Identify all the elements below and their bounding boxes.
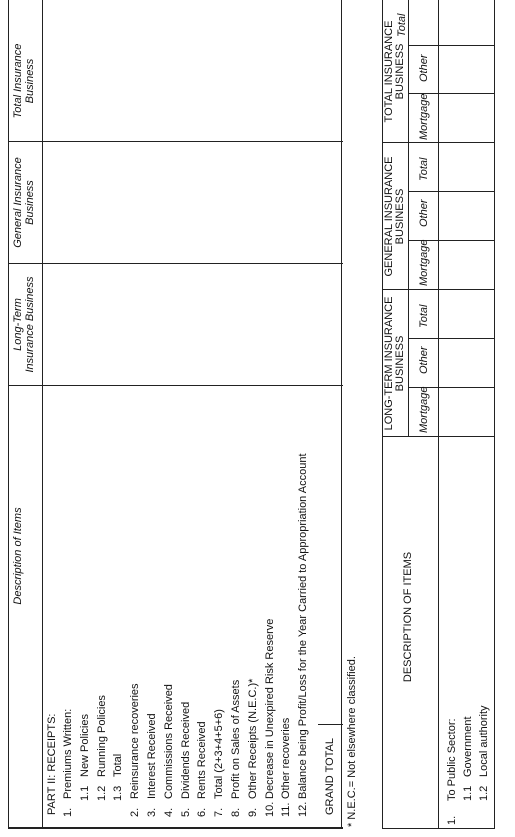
item-number: 1. [446,815,458,825]
grand-total-label: GRAND TOTAL [324,737,336,815]
item-number: 11. [280,802,293,817]
subheader-total: Total [418,157,430,181]
table-border [8,263,343,264]
table-border [8,141,343,142]
subheader-mortgage: Mortgage [418,239,430,286]
item-number: 6. [196,807,209,817]
item-label: Running Policies [95,695,108,777]
table-border [382,828,495,829]
item-label: Local authority [478,705,490,777]
item-number: 1. [62,807,74,817]
item-label: Other Receipts (N.E.C.)* [246,678,259,799]
table-border [341,0,342,829]
item-label: Profit on Sales of Assets [230,679,242,799]
subheader-total: Total [396,13,408,37]
item-label: Rents Received [196,721,209,799]
group-title-line: TOTAL INSURANCE [383,20,395,123]
item-number: 7. [213,807,226,817]
item-number: 8. [230,807,242,817]
item-label: Other recoveries [280,717,293,799]
subheader-total: Total [418,304,430,328]
item-label: New Policies [78,714,91,777]
table-border [408,191,495,192]
item-label: Commissions Received [162,684,175,799]
part-title: PART II: RECEIPTS: [46,713,58,815]
table-border [8,0,9,829]
header-description: Description of Items [12,507,24,605]
group-title-line: BUSINESS [394,188,406,245]
item-label: To Public Sector: [446,718,458,801]
item-number: 3. [146,807,158,817]
header-total: Total Insurance Business [12,43,36,119]
item-label: Reinsurance recoveries [129,683,142,799]
item-label: Dividends Received [179,701,192,799]
subheader-other: Other [418,346,430,374]
table-border [408,45,495,46]
item-number: 10. [263,801,276,817]
item-number: 5. [179,807,192,817]
subheader-other: Other [418,54,430,82]
item-label: Balance being Profit/Loss for the Year Carried to Appropriation Account [297,453,310,799]
item-number: 1.3 [112,785,125,801]
group-long-term [384,290,406,437]
item-number: 4. [162,807,175,817]
item-number: 1.1 [78,785,91,801]
group-title-line: BUSINESS [394,335,406,392]
bottom-header-description: DESCRIPTION OF ITEMS [402,551,414,683]
item-label: Government [462,716,474,777]
table-border [408,338,495,339]
item-number: 1.2 [95,785,108,801]
table-border [8,385,343,386]
item-number: 2. [129,807,142,817]
item-label: Interest Received [146,713,158,799]
table-border [318,724,343,725]
group-title-line: LONG-TERM INSURANCE [383,296,395,431]
item-number: 1.2 [478,785,490,801]
header-general: General Insurance Business [12,157,36,248]
group-general [384,143,406,290]
item-number: 1.1 [462,785,474,801]
item-number: 9. [246,807,259,817]
header-long-term: Long-Term Insurance Business [12,276,36,373]
footnote: * N.E.C.= Not elsewhere classified. [346,656,358,827]
subheader-mortgage: Mortgage [418,93,430,140]
table-border [42,0,43,829]
subheader-other: Other [418,199,430,227]
table-border [8,827,343,829]
group-title-line: GENERAL INSURANCE [383,156,395,277]
item-number: 12. [297,801,310,817]
table-border [494,0,495,829]
table-border [438,0,439,829]
item-label: Decrease in Unexpired Risk Reserve [263,618,276,799]
item-label: Premiums Written: [62,708,74,799]
item-label: Total [112,753,125,777]
group-title-line: BUSINESS [394,43,406,100]
table-border [408,0,409,437]
subheader-mortgage: Mortgage [418,386,430,433]
item-label: Total (2+3+4+5+6) [213,709,226,799]
